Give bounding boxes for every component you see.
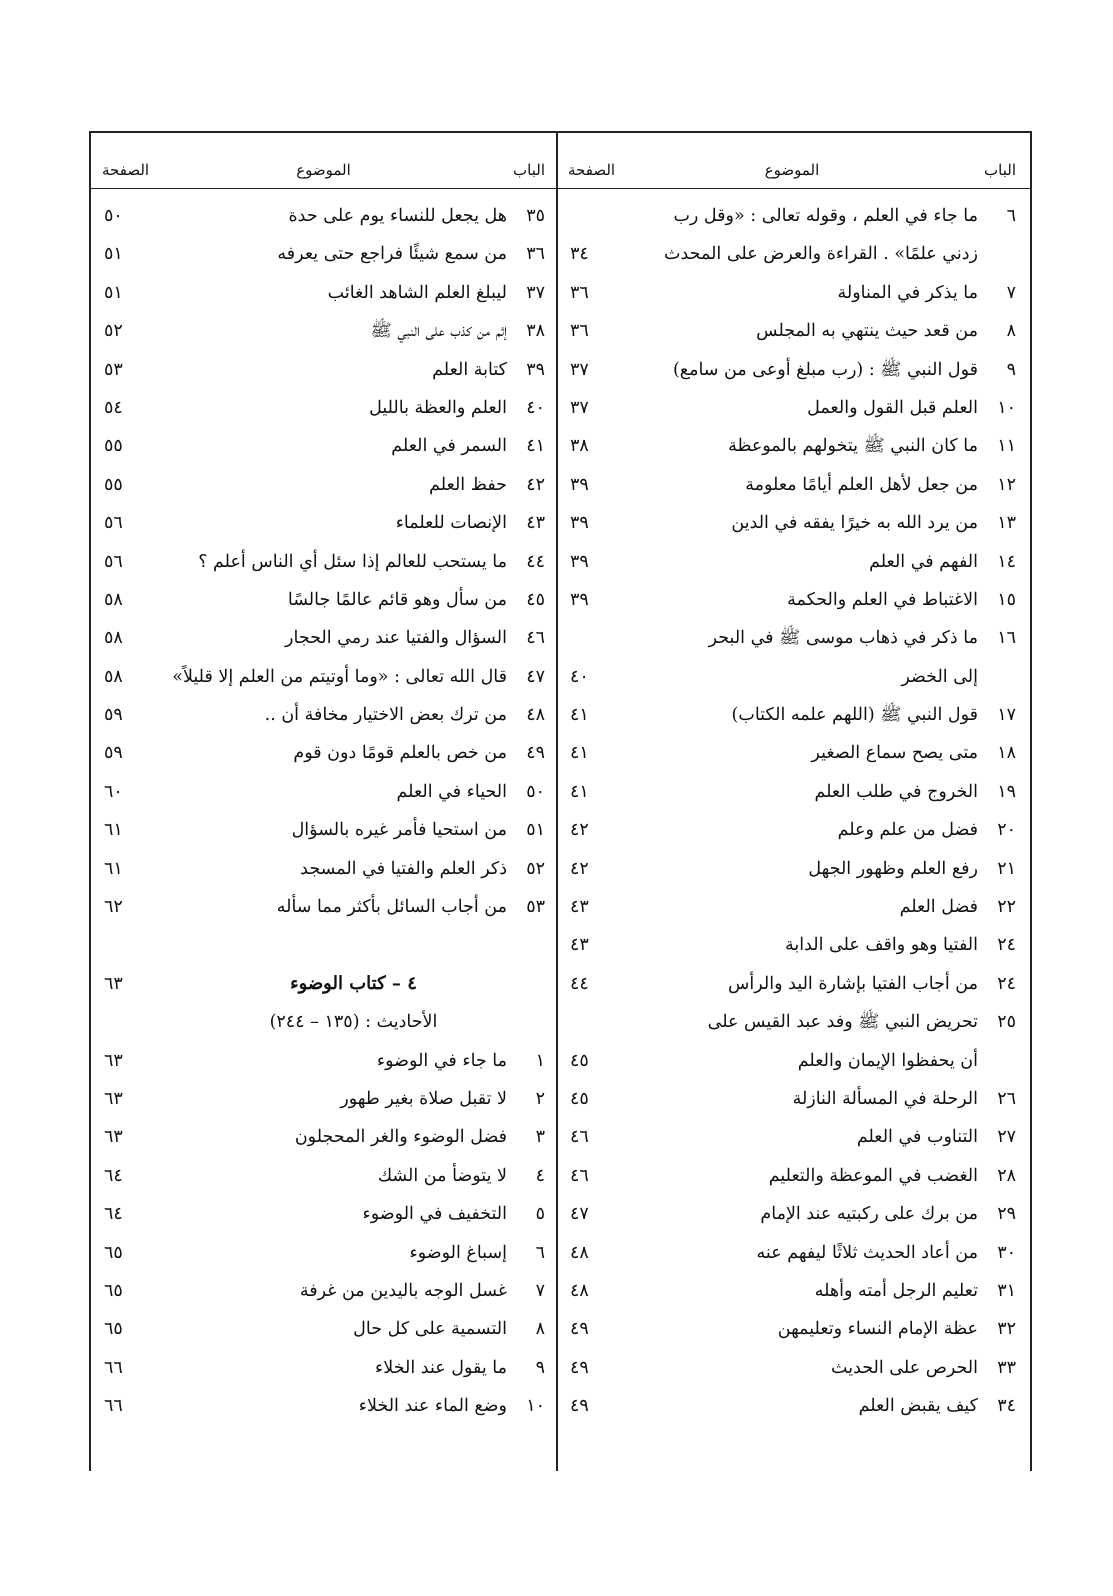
list-item (562, 773, 1022, 811)
list-item (96, 351, 551, 389)
entry-topic: ما ذكر في ذهاب موسى ﷺ في البحر (708, 628, 978, 649)
list-item (96, 1080, 551, 1118)
entry-topic: العلم والعظة بالليل (369, 397, 507, 418)
entry-number: ٦ (535, 1242, 545, 1263)
entry-number: ٢١ (997, 858, 1016, 879)
entry-page: ٦١ (104, 820, 123, 841)
entry-page: ٣٤ (570, 244, 589, 265)
list-item (96, 543, 551, 581)
entry-page: ٥١ (104, 244, 123, 265)
entry-topic: ما يقول عند الخلاء (375, 1357, 507, 1378)
list-item (562, 312, 1022, 350)
entry-number: ٥٠ (526, 781, 545, 802)
entry-topic: الغضب في الموعظة والتعليم (768, 1165, 978, 1186)
list-item (96, 1310, 551, 1348)
entry-number: ٢٧ (997, 1127, 1016, 1148)
list-item (96, 696, 551, 734)
entry-number: ٣ (535, 1127, 545, 1148)
entry-topic: هل يجعل للنساء يوم على حدة (288, 206, 507, 226)
entry-number: ٣٠ (997, 1242, 1016, 1263)
list-item (562, 581, 1022, 619)
entry-topic: عظة الإمام النساء وتعليمهن (777, 1319, 978, 1340)
list-item (562, 351, 1022, 389)
entry-topic: التخفيف في الوضوء (362, 1204, 507, 1225)
entry-topic: ٤ – كتاب الوضوء (290, 972, 417, 994)
entry-topic: غسل الوجه باليدين من غرفة (299, 1280, 507, 1301)
entry-page: ٦٦ (104, 1357, 123, 1378)
entry-topic: كتابة العلم (432, 359, 507, 380)
entry-page: ٦٢ (104, 897, 123, 918)
list-item (96, 1042, 551, 1080)
entry-number: ٤٨ (526, 705, 545, 726)
entry-number: ٦ (1006, 206, 1016, 226)
entry-number: ١٠ (526, 1396, 545, 1417)
entry-number: ٧ (535, 1280, 545, 1301)
entry-number: ٩ (535, 1357, 545, 1378)
entry-topic: حفظ العلم (429, 474, 507, 495)
entry-page: ٦٣ (104, 1088, 123, 1109)
entry-page: ٦٣ (104, 1050, 123, 1071)
entry-page: ٥٠ (104, 206, 123, 226)
entry-page: ٣٩ (570, 589, 589, 610)
list-item (96, 197, 551, 235)
entry-page: ٥٨ (104, 589, 123, 610)
entry-number: ٤٤ (526, 551, 545, 572)
list-item (562, 734, 1022, 772)
entry-number: ٣٤ (997, 1396, 1016, 1417)
entry-page: ٣٨ (570, 436, 589, 457)
entry-page: ٤١ (570, 743, 589, 764)
entry-topic: ذكر العلم والفتيا في المسجد (300, 858, 507, 879)
entry-number: ٣٦ (526, 244, 545, 265)
entry-topic: فضل الوضوء والغر المحجلون (294, 1127, 507, 1148)
entry-number: ٢٤ (997, 973, 1016, 994)
left-column (96, 145, 551, 1465)
list-item (562, 235, 1022, 273)
entry-number: ٨ (1006, 321, 1016, 342)
entry-topic: من أعاد الحديث ثلاثًا ليفهم عنه (756, 1242, 978, 1263)
entry-page: ٥٩ (104, 743, 123, 764)
list-item (96, 389, 551, 427)
entry-page: ٤٩ (570, 1319, 589, 1340)
entry-number: ٥١ (526, 820, 545, 841)
list-item (96, 1118, 551, 1156)
list-item (562, 1310, 1022, 1348)
list-item (562, 274, 1022, 312)
entry-number: ١٧ (997, 705, 1016, 726)
entry-number: ٩ (1006, 359, 1016, 380)
list-item (562, 1080, 1022, 1118)
entry-number: ١٠ (997, 397, 1016, 418)
entry-number: ١٢ (997, 474, 1016, 495)
entry-page: ٤٩ (570, 1396, 589, 1417)
entry-topic: إسباغ الوضوء (409, 1242, 507, 1263)
entry-topic: من أجاب السائل بأكثر مما سأله (276, 897, 507, 918)
entry-page: ٣٧ (570, 359, 589, 380)
entry-topic: من قعد حيث ينتهي به المجلس (756, 321, 978, 342)
header-bab: الباب (984, 161, 1016, 179)
section-subtitle (96, 1003, 551, 1041)
entry-number: ٣٩ (526, 359, 545, 380)
entry-topic: السمر في العلم (391, 436, 507, 457)
entry-topic: الأحاديث : (١٣٥ – ٢٤٤) (269, 1012, 438, 1033)
list-item (96, 734, 551, 772)
list-item (562, 850, 1022, 888)
entry-page: ٥٦ (104, 551, 123, 572)
entry-page: ٥٨ (104, 628, 123, 649)
entry-topic: ما جاء في العلم ، وقوله تعالى : «وقل رب (673, 206, 978, 226)
entry-page: ٤٣ (570, 935, 589, 956)
entry-topic: من أجاب الفتيا بإشارة اليد والرأس (728, 973, 978, 994)
entry-page: ٤٤ (570, 973, 589, 994)
entry-number: ٢٤ (997, 935, 1016, 956)
entry-page: ٦٤ (104, 1204, 123, 1225)
entry-page: ٦٥ (104, 1242, 123, 1263)
entry-page: ٤٧ (570, 1204, 589, 1225)
entry-page: ٦٤ (104, 1165, 123, 1186)
list-item (562, 466, 1022, 504)
list-item (562, 389, 1022, 427)
entry-page: ٥٢ (104, 321, 123, 342)
entry-topic: الحرص على الحديث (831, 1357, 978, 1378)
entry-topic: قول النبي ﷺ (اللهم علمه الكتاب) (731, 705, 978, 726)
entry-page: ٣٩ (570, 513, 589, 534)
entry-topic: من سمع شيئًا فراجع حتى يعرفه (277, 244, 507, 265)
entry-number: ٤٠ (526, 397, 545, 418)
right-column (562, 145, 1022, 1465)
entry-page: ٥١ (104, 282, 123, 303)
list-item (562, 1157, 1022, 1195)
list-item (562, 1349, 1022, 1387)
entry-page: ٤٩ (570, 1357, 589, 1378)
entry-number: ٤٣ (526, 513, 545, 534)
list-item (562, 696, 1022, 734)
entry-topic: فضل من علم وعلم (837, 820, 978, 841)
entry-page: ٦١ (104, 858, 123, 879)
entry-number: ٣٣ (997, 1357, 1016, 1378)
entry-topic: قول النبي ﷺ : (رب مبلغ أوعى من سامع) (672, 359, 978, 380)
entry-topic: متى يصح سماع الصغير (811, 743, 978, 764)
entry-topic: العلم قبل القول والعمل (807, 397, 978, 418)
list-item (562, 1272, 1022, 1310)
entry-page: ٥٣ (104, 359, 123, 380)
entry-page: ٤٥ (570, 1050, 589, 1071)
list-item (96, 1195, 551, 1233)
entry-number: ٤ (535, 1165, 545, 1186)
list-item (96, 811, 551, 849)
entry-topic: من استحيا فأمر غيره بالسؤال (291, 820, 507, 841)
entry-page: ٤١ (570, 705, 589, 726)
list-item (96, 235, 551, 273)
entry-page: ٦٣ (104, 973, 123, 994)
entry-number: ١٨ (997, 743, 1016, 764)
entry-page: ٦٣ (104, 1127, 123, 1148)
entry-topic: من برك على ركبتيه عند الإمام (760, 1204, 978, 1225)
entry-topic: من سأل وهو قائم عالمًا جالسًا (287, 589, 507, 610)
entry-topic: من ترك بعض الاختيار مخافة أن .. (264, 705, 507, 726)
list-item (562, 504, 1022, 542)
entry-page: ٥٥ (104, 474, 123, 495)
entry-page: ٥٤ (104, 397, 123, 418)
entry-topic: التسمية على كل حال (353, 1319, 507, 1340)
header-topic: الموضوع (764, 161, 820, 179)
entry-page: ٦٥ (104, 1319, 123, 1340)
list-item (96, 427, 551, 465)
entry-topic: الحياء في العلم (396, 781, 507, 802)
list-item (562, 658, 1022, 696)
entry-number: ٣٢ (997, 1319, 1016, 1340)
entry-topic: الرحلة في المسألة النازلة (792, 1088, 978, 1109)
entry-number: ٤٦ (526, 628, 545, 649)
entry-page: ٦٥ (104, 1280, 123, 1301)
entry-page: ٥٦ (104, 513, 123, 534)
entry-topic: رفع العلم وظهور الجهل (808, 858, 978, 879)
entry-page: ٣٩ (570, 551, 589, 572)
entry-page: ٤٣ (570, 897, 589, 918)
list-item (562, 1118, 1022, 1156)
entry-topic: زدني علمًا» . القراءة والعرض على المحدث (664, 244, 978, 265)
entry-page: ٤٨ (570, 1242, 589, 1263)
entry-topic: قال الله تعالى : «وما أوتيتم من العلم إلا قليلاً» (172, 666, 507, 687)
list-item (96, 504, 551, 542)
header-bab: الباب (513, 161, 545, 179)
list-item (562, 888, 1022, 926)
entry-number: ١٤ (997, 551, 1016, 572)
entry-topic: ما يذكر في المناولة (837, 282, 978, 303)
entry-page: ٤٦ (570, 1127, 589, 1148)
entry-number: ٤٧ (526, 666, 545, 687)
list-item (96, 1157, 551, 1195)
entry-number: ١٣ (997, 513, 1016, 534)
entry-page: ٥٩ (104, 705, 123, 726)
list-item (562, 1195, 1022, 1233)
list-item (562, 543, 1022, 581)
entry-number: ٢٩ (997, 1204, 1016, 1225)
entry-topic: لا يتوضأ من الشك (377, 1165, 507, 1186)
list-item (96, 274, 551, 312)
entry-topic: الاغتباط في العلم والحكمة (787, 589, 978, 610)
entry-page: ٤٦ (570, 1165, 589, 1186)
entry-number: ٢٨ (997, 1165, 1016, 1186)
entry-topic: الخروج في طلب العلم (814, 781, 978, 802)
entry-topic: الإنصات للعلماء (395, 513, 507, 534)
left-header (96, 145, 551, 185)
entry-number: ٣٥ (526, 206, 545, 226)
entry-topic: الفهم في العلم (869, 551, 978, 572)
column-divider (556, 131, 558, 1471)
entry-number: ٤٩ (526, 743, 545, 764)
entry-topic: من يرد الله به خيرًا يفقه في الدين (731, 513, 978, 534)
entry-page: ٤٢ (570, 820, 589, 841)
entry-topic: إثم من كذب على النبي ﷺ (370, 321, 507, 342)
entry-page: ٦٦ (104, 1396, 123, 1417)
list-item (562, 1387, 1022, 1425)
entry-topic: ما يستحب للعالم إذا سئل أي الناس أعلم ؟ (198, 551, 507, 572)
entry-topic: ما كان النبي ﷺ يتخولهم بالموعظة (728, 436, 978, 457)
entry-number: ٤١ (526, 436, 545, 457)
entry-topic: تحريض النبي ﷺ وفد عبد القيس على (707, 1012, 978, 1033)
entry-topic: إلى الخضر (901, 666, 978, 687)
entry-page: ٦٠ (104, 781, 123, 802)
entry-number: ٢٦ (997, 1088, 1016, 1109)
entry-topic: السؤال والفتيا عند رمي الحجار (285, 628, 507, 649)
list-item (96, 1234, 551, 1272)
list-item (96, 1387, 551, 1425)
list-item (96, 1272, 551, 1310)
list-item (96, 850, 551, 888)
entry-page: ٣٧ (570, 397, 589, 418)
list-item (562, 965, 1022, 1003)
header-page: الصفحة (568, 161, 616, 179)
entry-number: ٥٢ (526, 858, 545, 879)
list-item (96, 312, 551, 350)
list-item (96, 466, 551, 504)
list-item (96, 926, 551, 964)
entry-page: ٥٨ (104, 666, 123, 687)
entry-number: ٨ (535, 1319, 545, 1340)
left-rows (96, 197, 551, 1426)
entry-topic: الفتيا وهو واقف على الدابة (784, 935, 978, 956)
list-item (96, 581, 551, 619)
entry-number: ٣٨ (526, 321, 545, 342)
entry-topic: من جعل لأهل العلم أيامًا معلومة (745, 474, 978, 495)
entry-number: ١٩ (997, 781, 1016, 802)
entry-topic: لا تقبل صلاة بغير طهور (340, 1088, 507, 1109)
entry-page: ٤٢ (570, 858, 589, 879)
header-page: الصفحة (102, 161, 150, 179)
entry-number: ٢٠ (997, 820, 1016, 841)
entry-number: ٥ (535, 1204, 545, 1225)
list-item (562, 427, 1022, 465)
list-item (562, 1003, 1022, 1041)
list-item (96, 658, 551, 696)
list-item (562, 197, 1022, 235)
entry-topic: من خص بالعلم قومًا دون قوم (293, 743, 507, 764)
entry-page: ٥٥ (104, 436, 123, 457)
entry-number: ٤٢ (526, 474, 545, 495)
entry-page: ٣٦ (570, 282, 589, 303)
entry-topic: ليبلغ العلم الشاهد الغائب (327, 282, 507, 303)
list-item (562, 1042, 1022, 1080)
entry-topic: ما جاء في الوضوء (376, 1050, 507, 1071)
list-item (562, 1234, 1022, 1272)
entry-topic: أن يحفظوا الإيمان والعلم (797, 1050, 978, 1071)
list-item (96, 888, 551, 926)
entry-topic: تعليم الرجل أمته وأهله (814, 1280, 978, 1301)
entry-page: ٤١ (570, 781, 589, 802)
entry-page: ٣٩ (570, 474, 589, 495)
entry-topic: التناوب في العلم (856, 1127, 978, 1148)
right-header (562, 145, 1022, 185)
entry-page: ٤٨ (570, 1280, 589, 1301)
right-rows (562, 197, 1022, 1426)
entry-page: ٣٦ (570, 321, 589, 342)
list-item (96, 1349, 551, 1387)
entry-number: ٤٥ (526, 589, 545, 610)
entry-number: ٢٥ (997, 1012, 1016, 1033)
entry-number: ٢٢ (997, 897, 1016, 918)
entry-number: ٥٣ (526, 897, 545, 918)
list-item (562, 811, 1022, 849)
entry-number: ٧ (1006, 282, 1016, 303)
list-item (562, 619, 1022, 657)
entry-number: ٢ (535, 1088, 545, 1109)
entry-number: ١٦ (997, 628, 1016, 649)
entry-page: ٤٠ (570, 666, 589, 687)
header-topic: الموضوع (296, 161, 351, 179)
list-item (96, 773, 551, 811)
section-title (96, 965, 551, 1003)
entry-topic: وضع الماء عند الخلاء (358, 1396, 507, 1417)
list-item (96, 619, 551, 657)
entry-topic: فضل العلم (899, 897, 978, 918)
entry-number: ١١ (997, 436, 1016, 457)
entry-topic: كيف يقبض العلم (858, 1396, 978, 1417)
list-item (562, 926, 1022, 964)
entry-number: ١ (535, 1050, 545, 1071)
entry-page: ٤٥ (570, 1088, 589, 1109)
entry-number: ٣٧ (526, 282, 545, 303)
entry-number: ٣١ (997, 1280, 1016, 1301)
entry-number: ١٥ (997, 589, 1016, 610)
